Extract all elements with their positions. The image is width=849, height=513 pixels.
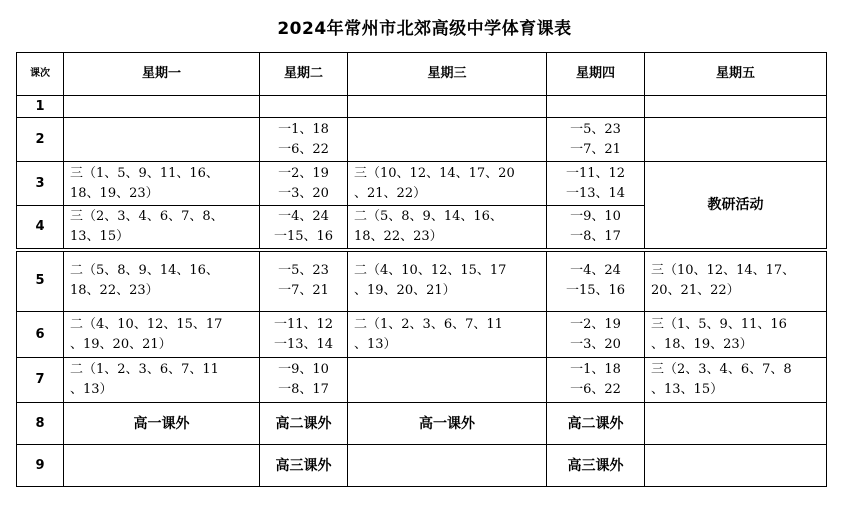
cell-tuesday: 一9、10 一8、17 [260,358,348,403]
lesson-number: 3 [17,162,64,206]
cell-wednesday [348,96,547,118]
table-row [17,118,827,162]
cell-tuesday: 高二课外 [260,403,348,445]
lesson-number: 6 [17,312,64,358]
cell-tuesday [260,96,348,118]
cell-thursday: 一9、10 一8、17 [547,206,645,250]
pe-schedule-table [16,52,827,487]
cell-monday: 三（1、5、9、11、16、 18、19、23） [64,162,260,206]
cell-thursday [547,96,645,118]
cell-wednesday: 高一课外 [348,403,547,445]
table-row [17,96,827,118]
cell-friday: 三（10、12、14、17、 20、21、22） [645,250,827,312]
cell-monday: 三（2、3、4、6、7、8、 13、15） [64,206,260,250]
cell-monday: 二（4、10、12、15、17 、19、20、21） [64,312,260,358]
header-tuesday: 星期二 [260,53,348,96]
cell-wednesday: 二（1、2、3、6、7、11 、13） [348,312,547,358]
header-row [17,53,827,96]
cell-monday [64,96,260,118]
cell-friday [645,445,827,487]
lesson-number: 8 [17,403,64,445]
lesson-number: 9 [17,445,64,487]
table-row [17,358,827,403]
table-row [17,250,827,312]
table-row [17,403,827,445]
cell-thursday: 一5、23 一7、21 [547,118,645,162]
cell-wednesday [348,445,547,487]
cell-monday [64,118,260,162]
cell-monday [64,445,260,487]
cell-wednesday: 三（10、12、14、17、20 、21、22） [348,162,547,206]
cell-friday: 三（1、5、9、11、16 、18、19、23） [645,312,827,358]
cell-friday-research: 教研活动 [645,162,827,250]
cell-friday [645,118,827,162]
lesson-number: 4 [17,206,64,250]
cell-tuesday: 一2、19 一3、20 [260,162,348,206]
lesson-number: 2 [17,118,64,162]
cell-thursday: 一2、19 一3、20 [547,312,645,358]
cell-thursday: 高三课外 [547,445,645,487]
cell-monday: 二（1、2、3、6、7、11 、13） [64,358,260,403]
cell-wednesday [348,118,547,162]
cell-tuesday: 高三课外 [260,445,348,487]
table-row [17,445,827,487]
cell-thursday: 高二课外 [547,403,645,445]
cell-tuesday: 一11、12 一13、14 [260,312,348,358]
cell-wednesday: 二（5、8、9、14、16、 18、22、23） [348,206,547,250]
lesson-number: 5 [17,250,64,312]
table-row [17,162,827,206]
cell-wednesday: 二（4、10、12、15、17 、19、20、21） [348,250,547,312]
cell-monday: 高一课外 [64,403,260,445]
header-monday: 星期一 [64,53,260,96]
lesson-number: 7 [17,358,64,403]
header-friday: 星期五 [645,53,827,96]
header-wednesday: 星期三 [348,53,547,96]
page-title: 2024年常州市北郊高级中学体育课表 [277,19,572,39]
table-row [17,312,827,358]
cell-thursday: 一1、18 一6、22 [547,358,645,403]
cell-tuesday: 一4、24 一15、16 [260,206,348,250]
lesson-number: 1 [17,96,64,118]
cell-tuesday: 一5、23 一7、21 [260,250,348,312]
cell-friday [645,403,827,445]
header-lesson: 课次 [17,53,64,96]
cell-monday: 二（5、8、9、14、16、 18、22、23） [64,250,260,312]
cell-tuesday: 一1、18 一6、22 [260,118,348,162]
cell-thursday: 一11、12 一13、14 [547,162,645,206]
cell-friday [645,96,827,118]
header-thursday: 星期四 [547,53,645,96]
cell-wednesday [348,358,547,403]
cell-friday: 三（2、3、4、6、7、8 、13、15） [645,358,827,403]
cell-thursday: 一4、24 一15、16 [547,250,645,312]
